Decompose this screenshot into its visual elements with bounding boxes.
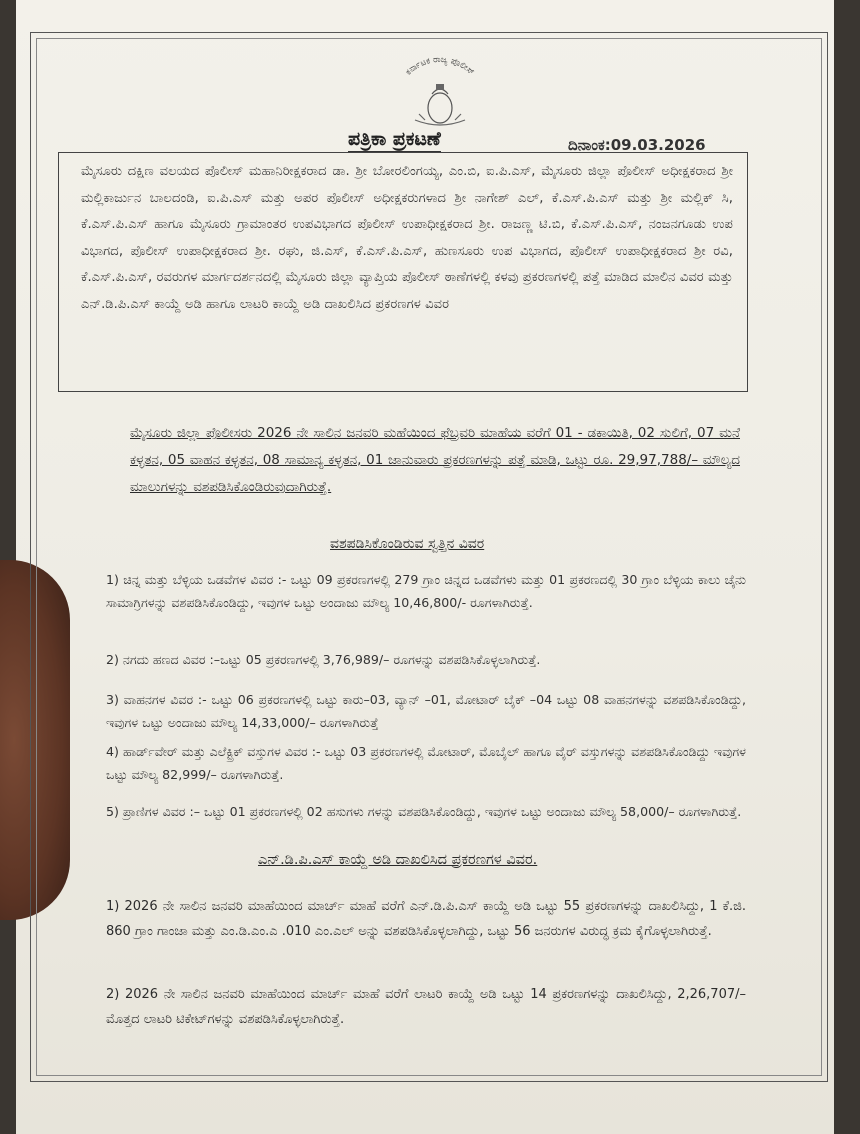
seized-item-hardware: 4) ಹಾರ್ಡ್‌ವೇರ್ ಮತ್ತು ಎಲೆಕ್ಟ್ರಿಕ್ ವಸ್ತುಗಳ ವಿವರ :- ಒಟ್ಟು 03 ಪ್ರಕರಣಗಳಲ್ಲಿ ಮೋಟಾರ್, ಮೊಬೈಲ್ ಹಾಗೂ ವೈರ್ ವಸ್ತುಗಳನ್ನು ವಶಪಡಿಸಿಕೊಂಡಿದ್ದು ಇವುಗಳ ಒಟ್ಟು ಮೌಲ್ಯ 82,999/– ರೂಗಳಾಗಿರುತ್ತೆ. (106, 744, 746, 782)
intro-box: ಮೈಸೂರು ದಕ್ಷಿಣ ವಲಯದ ಪೊಲೀಸ್ ಮಹಾನಿರೀಕ್ಷಕರಾದ ಡಾ. ಶ್ರೀ ಬೋರಲಿಂಗಯ್ಯ, ಎಂ.ಬಿ, ಐ.ಪಿ.ಎಸ್, ಮೈಸೂರು ಜಿಲ್ಲಾ ಪೊಲೀಸ್ ಅಧೀಕ್ಷಕರಾದ ಶ್ರೀ ಮಲ್ಲಿಕಾರ್ಜುನ ಬಾಲದಂಡಿ, ಐ.ಪಿ.ಎಸ್ ಮತ್ತು ಅಪರ ಪೊಲೀಸ್ ಅಧೀಕ್ಷಕರುಗಳಾದ ಶ್ರೀ ನಾಗೇಶ್ ಎಲ್, ಕೆ.ಎಸ್.ಪಿ.ಎಸ್ ಮತ್ತು ಶ್ರೀ ಮಲ್ಲಿಕ್ ಸಿ, ಕೆ.ಎಸ್.ಪಿ.ಎಸ್ ಹಾಗೂ ಮೈಸೂರು ಗ್ರಾಮಾಂತರ ಉಪವಿಭಾಗದ ಪೊಲೀಸ್ ಉಪಾಧೀಕ್ಷಕರಾದ ಶ್ರೀ. ರಾಜಣ್ಣ ಟಿ.ಬಿ, ಕೆ.ಎಸ್.ಪಿ.ಎಸ್, ನಂಜನಗೂಡು ಉಪ ವಿಭಾಗದ, ಪೊಲೀಸ್ ಉಪಾಧೀಕ್ಷಕರಾದ ಶ್ರೀ. ರಘು, ಜಿ.ಎಸ್, ಕೆ.ಎಸ್.ಪಿ.ಎಸ್, ಹುಣಸೂರು ಉಪ ವಿಭಾಗದ, ಪೊಲೀಸ್ ಉಪಾಧೀಕ್ಷಕರಾದ ಶ್ರೀ ರವಿ, ಕೆ.ಎಸ್.ಪಿ.ಎಸ್, ರವರುಗಳ ಮಾರ್ಗದರ್ಶನದಲ್ಲಿ ಮೈಸೂರು ಜಿಲ್ಲಾ ವ್ಯಾಪ್ತಿಯ ಪೊಲೀಸ್ ಠಾಣೆಗಳಲ್ಲಿ ಕಳವು ಪ್ರಕರಣಗಳಲ್ಲಿ ಪತ್ತೆ ಮಾಡಿದ ಮಾಲಿನ ವಿವರ ಮತ್ತು ಎನ್.ಡಿ.ಪಿ.ಎಸ್ ಕಾಯ್ದೆ ಅಡಿ ಹಾಗೂ ಲಾಟರಿ ಕಾಯ್ದೆ ಅಡಿ ದಾಖಲಿಸಿದ ಪ್ರಕರಣಗಳ ವಿವರ (58, 152, 748, 392)
ndps-item-narcotics: 1) 2026 ನೇ ಸಾಲಿನ ಜನವರಿ ಮಾಹೆಯಿಂದ ಮಾರ್ಚ್ ಮಾಹೆ ವರೆಗೆ ಎನ್.ಡಿ.ಪಿ.ಎಸ್ ಕಾಯ್ದೆ ಅಡಿ ಒಟ್ಟು 55 ಪ್ರಕರಣಗಳನ್ನು ದಾಖಲಿಸಿದ್ದು, 1 ಕೆ.ಜಿ. 860 ಗ್ರಾಂ ಗಾಂಜಾ ಮತ್ತು ಎಂ.ಡಿ.ಎಂ.ಎ .010 ಎಂ.ಎಲ್ ಅನ್ನು ವಶಪಡಿಸಿಕೊಳ್ಳಲಾಗಿದ್ದು, ಒಟ್ಟು 56 ಜನರುಗಳ ವಿರುದ್ಧ ಕ್ರಮ ಕೈಗೊಳ್ಳಲಾಗಿರುತ್ತೆ. (106, 899, 746, 939)
seized-property-heading: ವಶಪಡಿಸಿಕೊಂಡಿರುವ ಸ್ವತ್ತಿನ ವಿವರ (330, 536, 485, 552)
seized-item-gold-silver: 1) ಚಿನ್ನ ಮತ್ತು ಬೆಳ್ಳಿಯ ಒಡವೆಗಳ ವಿವರ :- ಒಟ್ಟು 09 ಪ್ರಕರಣಗಳಲ್ಲಿ 279 ಗ್ರಾಂ ಚಿನ್ನದ ಒಡವೆಗಳು ಮತ್ತು 01 ಪ್ರಕರಣದಲ್ಲಿ 30 ಗ್ರಾಂ ಬೆಳ್ಳಿಯ ಕಾಲು ಚೈನು ಸಾಮಾಗ್ರಿಗಳನ್ನು ವಶಪಡಿಸಿಕೊಂಡಿದ್ದು, ಇವುಗಳ ಒಟ್ಟು ಅಂದಾಜು ಮೌಲ್ಯ 10,46,800/- ರೂಗಳಾಗಿರುತ್ತೆ. (106, 572, 746, 610)
karnataka-emblem-icon (385, 54, 495, 130)
seized-item-cash: 2) ನಗದು ಹಣದ ವಿವರ :–ಒಟ್ಟು 05 ಪ್ರಕರಣಗಳಲ್ಲಿ 3,76,989/– ರೂಗಳನ್ನು ವಶಪಡಿಸಿಕೊಳ್ಳಲಾಗಿರುತ್ತೆ. (106, 652, 541, 667)
summary-paragraph: ಮೈಸೂರು ಜಿಲ್ಲಾ ಪೊಲೀಸರು 2026 ನೇ ಸಾಲಿನ ಜನವರಿ ಮಹೆಯಿಂದ ಫೆಬ್ರವರಿ ಮಾಹೆಯ ವರೆಗೆ 01 - ಡಕಾಯಿತಿ, 02 ಸುಲಿಗೆ, 07 ಮನೆ ಕಳ್ಳತನ, 05 ವಾಹನ ಕಳ್ಳತನ, 08 ಸಾಮಾನ್ಯ ಕಳ್ಳತನ, 01 ಜಾನುವಾರು ಪ್ರಕರಣಗಳನ್ನು ಪತ್ತೆ ಮಾಡಿ, ಒಟ್ಟು ರೂ. 29,97,788/– ಮೌಲ್ಯದ ಮಾಲುಗಳನ್ನು ವಶಪಡಿಸಿಕೊಂಡಿರುವುದಾಗಿರುತ್ತೆ. (130, 425, 740, 495)
ndps-item-lottery: 2) 2026 ನೇ ಸಾಲಿನ ಜನವರಿ ಮಾಹೆಯಿಂದ ಮಾರ್ಚ್ ಮಾಹೆ ವರೆಗೆ ಲಾಟರಿ ಕಾಯ್ದೆ ಅಡಿ ಒಟ್ಟು 14 ಪ್ರಕರಣಗಳನ್ನು ದಾಖಲಿಸಿದ್ದು, 2,26,707/– ಮೊತ್ತದ ಲಾಟರಿ ಟಿಕೇಟ್‌ಗಳನ್ನು ವಶಪಡಿಸಿಕೊಳ್ಳಲಾಗಿರುತ್ತೆ. (106, 987, 746, 1027)
page-title: ಪತ್ರಿಕಾ ಪ್ರಕಟಣೆ (348, 128, 441, 150)
ndps-heading: ಎನ್.ಡಿ.ಪಿ.ಎಸ್ ಕಾಯ್ದೆ ಅಡಿ ದಾಖಲಿಸಿದ ಪ್ರಕರಣಗಳ ವಿವರ. (258, 852, 538, 868)
svg-text:ಕರ್ನಾಟಕ ರಾಜ್ಯ ಪೊಲೀಸ್ (404, 55, 476, 78)
seized-item-vehicles: 3) ವಾಹನಗಳ ವಿವರ :- ಒಟ್ಟು 06 ಪ್ರಕರಣಗಳಲ್ಲಿ ಒಟ್ಟು ಕಾರು–03, ವ್ಯಾನ್ –01, ಮೋಟಾರ್ ಬೈಕ್ –04 ಒಟ್ಟು 08 ವಾಹನಗಳನ್ನು ವಶಪಡಿಸಿಕೊಂಡಿದ್ದು, ಇವುಗಳ ಒಟ್ಟು ಅಂದಾಜು ಮೌಲ್ಯ 14,33,000/– ರೂಗಳಾಗಿರುತ್ತೆ (106, 692, 746, 730)
issue-date: ದಿನಾಂಕ:09.03.2026 (568, 136, 706, 154)
emblem-arc-text: ಕರ್ನಾಟಕ ರಾಜ್ಯ ಪೊಲೀಸ್ (403, 54, 477, 78)
seized-item-animals: 5) ಪ್ರಾಣಿಗಳ ವಿವರ :– ಒಟ್ಟು 01 ಪ್ರಕರಣಗಳಲ್ಲಿ 02 ಹಸುಗಳು ಗಳನ್ನು ವಶಪಡಿಸಿಕೊಂಡಿದ್ದು, ಇವುಗಳ ಒಟ್ಟು ಅಂದಾಜು ಮೌಲ್ಯ 58,000/– ರೂಗಳಾಗಿರುತ್ತೆ. (106, 804, 742, 819)
